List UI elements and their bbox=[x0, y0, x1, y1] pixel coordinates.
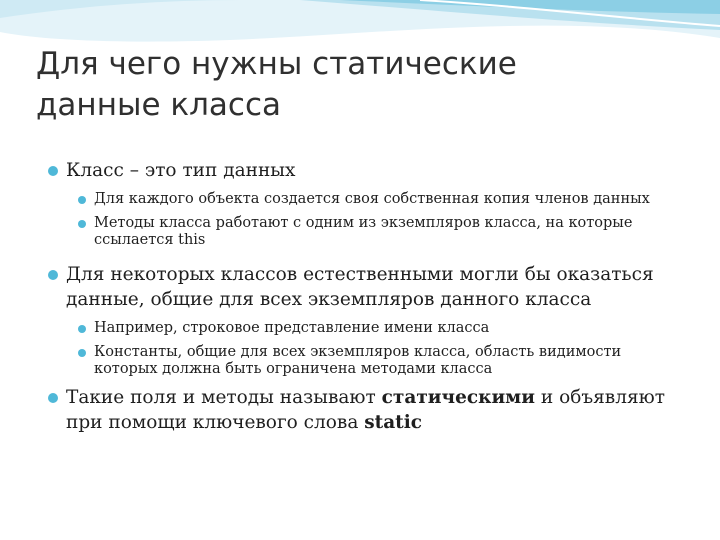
subbullet-class-name: Например, строковое представление имени класса bbox=[48, 320, 688, 337]
bullet-dot-icon bbox=[78, 325, 86, 333]
subbullet-constants: Константы, общие для всех экземпляров класса, область видимости которых должна быть ограничена методами класса bbox=[48, 344, 688, 378]
bullet-dot-icon bbox=[78, 196, 86, 204]
title-line-1: Для чего нужны статические bbox=[36, 46, 517, 82]
bold-static-keyword: static bbox=[364, 412, 423, 433]
bullet-class-is-type: Класс – это тип данных bbox=[48, 158, 688, 183]
bullet-static-keyword: Такие поля и методы называют статическими и объявляют при помощи ключевого слова static bbox=[48, 385, 688, 435]
bullet-dot-icon bbox=[48, 166, 58, 176]
subbullet-methods-this: Методы класса работают с одним из экземпляров класса, на которые ссылается this bbox=[48, 215, 688, 249]
title-line-2: данные класса bbox=[36, 87, 281, 123]
bullet-dot-icon bbox=[48, 393, 58, 403]
page-title bbox=[36, 44, 696, 126]
bullet-list bbox=[48, 158, 688, 443]
bullet-dot-icon bbox=[78, 349, 86, 357]
bullet-dot-icon bbox=[78, 220, 86, 228]
bullet-dot-icon bbox=[48, 270, 58, 280]
bullet-shared-data: Для некоторых классов естественными могли бы оказаться данные, общие для всех экземпляров данного класса bbox=[48, 262, 688, 312]
bold-static-word: статическими bbox=[381, 387, 535, 408]
subbullet-object-copy: Для каждого объекта создается своя собственная копия членов данных bbox=[48, 191, 688, 208]
